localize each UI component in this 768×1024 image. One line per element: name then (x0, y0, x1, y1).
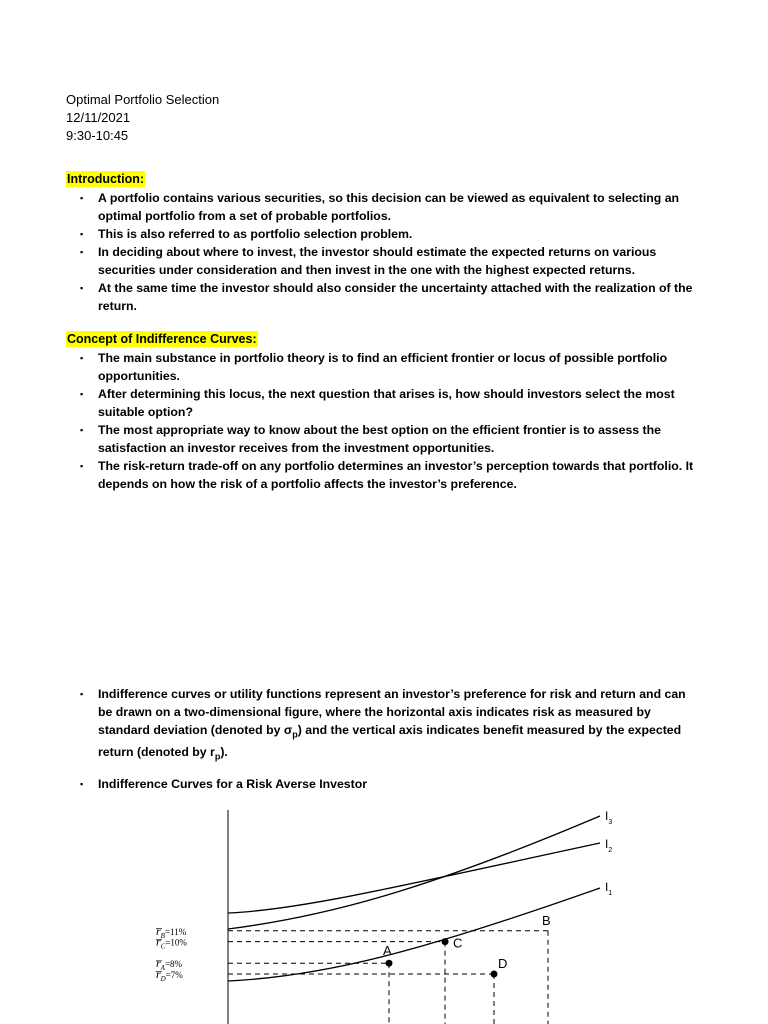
utility-text-3: ). (220, 745, 228, 760)
list-item: ▪ After determining this locus, the next question that arises is, how should investors select the most suitable option? (80, 385, 700, 421)
curve-label-i3: $I_3$ (605, 809, 613, 826)
document-title: Optimal Portfolio Selection (66, 92, 220, 107)
point-c (442, 938, 449, 945)
indifference-chart (0, 798, 768, 1024)
utility-sub-1: p (292, 729, 298, 740)
utility-list (80, 685, 700, 766)
y-tick-b: $r̅_B^{=11\%}$ (156, 923, 187, 940)
caption-list (80, 775, 700, 793)
list-item (80, 685, 700, 766)
utility-sub-2: p (214, 751, 221, 762)
tick-labels (155, 924, 187, 983)
list-item: ▪ The risk-return trade-off on any portfolio determines an investor’s perception towards that portfolio. It depends on how the risk of a portfolio affects the investor’s preference. (80, 457, 700, 493)
point-label-d: D (498, 956, 508, 971)
indifference-list (80, 349, 700, 493)
list-item: ▪ The main substance in portfolio theory is to find an efficient frontier or locus of possible portfolio opportunities. (80, 349, 700, 385)
point-label-b: B (542, 912, 551, 928)
curve-labels (605, 809, 612, 897)
curve-i1 (228, 888, 600, 981)
list-item: ▪ The most appropriate way to know about the best option on the efficient frontier is to assess the satisfaction an investor receives from the investment opportunities. (80, 421, 700, 457)
document-time: 9:30-10:45 (66, 128, 129, 143)
document-date: 12/11/2021 (66, 110, 131, 125)
point-label-c: C (453, 935, 463, 951)
utility-text-2: ) and the vertical axis indicates benefit measured by the expected return (denoted by r (98, 723, 682, 760)
point-label-a: A (383, 943, 392, 959)
curve-label-i2: $I_2$ (605, 837, 613, 854)
introduction-heading: Introduction: (67, 172, 145, 186)
curve-label-i1: $I_1$ (605, 880, 613, 897)
y-tick-d: $r̅_D^{=7\%}$ (156, 967, 183, 983)
list-item: ▪ In deciding about where to invest, the investor should estimate the expected returns on various securities under consideration and then invest in the one with the highest expected returns. (80, 243, 700, 279)
point-d (491, 971, 498, 978)
y-tick-c: $r̅_C^{=10\%}$ (156, 934, 187, 951)
list-item: ▪ This is also referred to as portfolio selection problem. (80, 225, 700, 243)
curve-i2 (228, 843, 600, 913)
point-a (386, 960, 393, 967)
points (383, 913, 551, 978)
curves (228, 816, 600, 981)
utility-text-1: Indifference curves or utility functions represent an investor’s preference for risk and return and can be drawn on a two-dimensional figure, where the horizontal axis indicates risk as measured by standard deviation (denoted by σ (98, 687, 686, 737)
list-item: ▪ A portfolio contains various securities, so this decision can be viewed as equivalent to selecting an optimal portfolio from a set of probable portfolios. (80, 189, 700, 225)
list-item: ▪ At the same time the investor should also consider the uncertainty attached with the realization of the return. (80, 279, 700, 315)
y-tick-a: $r̅_A^{=8\%}$ (156, 956, 183, 973)
chart-caption: ▪ Indifference Curves for a Risk Averse Investor (80, 775, 700, 793)
introduction-list (80, 189, 700, 315)
indifference-heading: Concept of Indifference Curves: (67, 332, 257, 346)
